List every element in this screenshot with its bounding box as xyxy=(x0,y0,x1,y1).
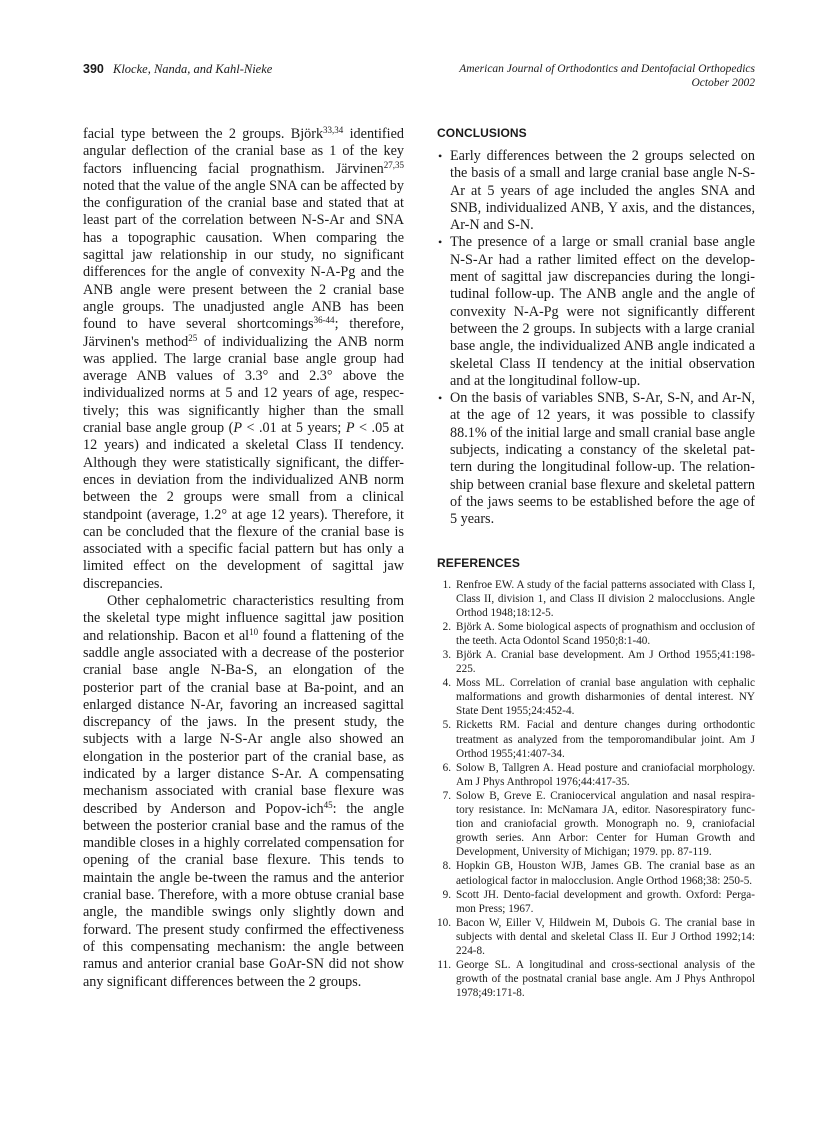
reference-item xyxy=(437,888,755,916)
running-header-right xyxy=(459,62,755,90)
bullet-icon: • xyxy=(438,235,443,250)
references-heading: REFERENCES xyxy=(437,555,521,570)
citation-superscript: 25 xyxy=(188,332,198,343)
conclusion-text: Early differences between the 2 groups selected on the basis of a small and large cranial base angle N-S-Ar at 5 years of age included the angles SNA and SNB, individualized ANB, Y axis, and the distances, Ar-N and S-N. xyxy=(450,148,755,234)
reference-number: 9. xyxy=(442,888,451,901)
text-run: found a flattening of the saddle angle associated with a decrease of the posterior cranial base angle N-Ba-S, an elongation of the posterior part of the cranial base at Ba-point, and an enlarged distance N-Ar, favoring an increased sagittal discrepancy of the jaws. In the present study, the subjects with a large N-S-Ar angle also showed an elongation in the posterior part of the cranial base, as indicated by a larger distance S-Ar. A compensating mechanism associated with cranial base flexure was described by Anderson and Popov-ich xyxy=(83,627,404,817)
text-run: < .01 at 5 years; xyxy=(241,420,346,437)
reference-number: 7. xyxy=(442,789,451,802)
reference-number: 10. xyxy=(437,916,451,929)
reference-text: Moss ML. Correlation of cranial base angulation with cephalic malformations and growth disharmonies of dental interest. NY State Dent 1955;24:452-4. xyxy=(456,677,755,718)
reference-text: Hopkin GB, Houston WJB, James GB. The cranial base as an aetiological factor in malocclusion. Angle Orthod 1968;38: 250-5. xyxy=(456,860,755,887)
page-number: 390 xyxy=(83,62,104,76)
right-column xyxy=(437,126,755,1000)
citation-superscript: 45 xyxy=(323,799,333,810)
text-run: Other cephalometric characteristics resulting from the skeletal type might influence sagittal jaw position and relationship. Bacon et al xyxy=(83,593,404,644)
reference-text: Björk A. Some biological aspects of prognathism and occlusion of the teeth. Acta Odontol Scand 1950;8:1-40. xyxy=(456,620,755,647)
text-run: facial type between the 2 groups. Björk xyxy=(83,126,324,142)
reference-text: Ricketts RM. Facial and denture changes during orthodontic treatment as analyzed from the temporomandibular joint. Am J Orthod 1955;41:407-34. xyxy=(456,719,755,760)
conclusion-item xyxy=(437,148,755,234)
text-run: < .05 at 12 years) and indicated a skeletal Class II tendency. Although they were statistically significant, the differ-ences in deviation from the individualized ANB norm between the 2 groups were small from a clinical standpoint (average, 1.2° at age 12 years). Therefore, it can be concluded that the flexure of the cranial base is associated with a specific facial pattern but has only a limited effect on the development of sagittal jaw discrepancies. xyxy=(83,420,404,592)
journal-title: American Journal of Orthodontics and Dentofacial Orthopedics xyxy=(459,63,755,75)
reference-text: Solow B, Tallgren A. Head posture and craniofacial morphology. Am J Phys Anthropol 1976;44:417-35. xyxy=(456,761,755,788)
p-value-symbol: P xyxy=(345,420,355,437)
discussion-paragraph-1 xyxy=(83,126,404,593)
left-column xyxy=(83,126,404,991)
running-header-authors: Klocke, Nanda, and Kahl-Nieke xyxy=(112,62,273,76)
reference-number: 4. xyxy=(442,677,451,690)
citation-superscript: 33,34 xyxy=(323,125,344,135)
reference-item xyxy=(437,620,755,648)
reference-item xyxy=(437,859,755,887)
reference-number: 6. xyxy=(442,761,451,774)
reference-text: Björk A. Cranial base development. Am J Orthod 1955;41:198-225. xyxy=(456,649,755,676)
issue-date: October 2002 xyxy=(691,77,755,89)
reference-number: 2. xyxy=(442,620,451,633)
reference-number: 11. xyxy=(437,959,451,972)
reference-number: 3. xyxy=(442,649,451,661)
references-list xyxy=(437,578,755,1001)
discussion-paragraph-2 xyxy=(83,593,404,991)
text-run: noted that the value of the angle SNA can be affected by the configuration of the cranial base and stated that at least part of the correlation between N-S-Ar and SNA has a topographic causation. When comparing the sagittal jaw relationship in our study, no significant differences for the angle of convexity N-A-Pg and the ANB angle were present between the 2 cranial base angle groups. The unadjusted angle ANB has been found to have several shortcomings xyxy=(83,177,404,333)
bullet-icon: • xyxy=(438,149,443,163)
reference-text: Scott JH. Dento-facial development and growth. Oxford: Perga-mon Press; 1967. xyxy=(456,888,755,915)
reference-item xyxy=(437,789,755,859)
conclusions-list xyxy=(437,148,755,529)
citation-superscript: 36-44 xyxy=(313,315,335,326)
reference-text: Bacon W, Eiller V, Hildwein M, Dubois G. The cranial base in subjects with dental and skeletal Class II. Eur J Orthod 1992;14: 224-8. xyxy=(456,916,755,957)
citation-superscript: 27,35 xyxy=(383,159,404,170)
reference-item xyxy=(437,916,755,958)
conclusion-item xyxy=(437,234,755,390)
reference-number: 8. xyxy=(442,860,451,873)
bullet-icon: • xyxy=(438,391,443,406)
reference-text: George SL. A longitudinal and cross-sectional analysis of the growth of the postnatal cranial base angle. Am J Phys Anthropol 1978;49:171-8. xyxy=(456,959,755,1000)
reference-text: Renfroe EW. A study of the facial patterns associated with Class I, Class II, division 1, and Class II division 2 malocclusions. Angle Orthod 1948;18:12-5. xyxy=(456,578,755,619)
conclusion-text: On the basis of variables SNB, S-Ar, S-N, and Ar-N, at the age of 12 years, it was possible to classify 88.1% of the initial large and small cranial base angle subjects, indicating a constancy of the skeletal pat-tern during the longitudinal follow-up. The relation-ship between cranial base flexure and skeletal pattern of the jaws seems to be established before the age of 5 years. xyxy=(450,390,755,528)
conclusion-item xyxy=(437,390,755,528)
reference-item xyxy=(437,761,755,789)
reference-text: Solow B, Greve E. Craniocervical angulation and nasal respira-tory resistance. In: McNamara JA, editor. Nasorespiratory func-tion and craniofacial growth. Monograph no. 9, craniofacial growth series. Ann Arbor: Center for Human Growth and Development, University of Michigan; 1979. pp. 87-119. xyxy=(456,789,755,859)
citation-superscript: 10 xyxy=(249,626,259,637)
reference-item xyxy=(437,648,755,676)
reference-item xyxy=(437,676,755,718)
reference-item xyxy=(437,958,755,1000)
conclusion-text: The presence of a large or small cranial base angle N-S-Ar had a rather limited effect on the develop-ment of sagittal jaw discrepancies during the longi-tudinal follow-up. The ANB angle and the angle of convexity N-A-Pg were not significantly different between the 2 groups. In subjects with a large cranial base angle, the individualized ANB angle indicated a skeletal Class II tendency at the initial observation and at the longitudinal follow-up. xyxy=(450,234,755,389)
p-value-symbol: P xyxy=(233,420,242,437)
text-run: ; therefore, Järvinen's method xyxy=(83,316,404,350)
reference-number: 1. xyxy=(442,578,451,591)
text-run: identified angular deflection of the cranial base as 1 of the key factors influencing facial prognathism. Järvinen xyxy=(83,126,404,177)
running-header-left xyxy=(83,62,272,77)
conclusions-heading: CONCLUSIONS xyxy=(437,126,527,140)
reference-item xyxy=(437,578,755,620)
text-run: : the angle between the posterior cranial base and the ramus of the mandible closes in a highly correlated compensation for opening of the cranial base flexure. This tends to maintain the angle be-tween the ramus and the anterior cranial base. Therefore, with a more obtuse cranial base angle, the mandible swings only slightly down and forward. The present study confirmed the effectiveness of this compensating mechanism: the angle between ramus and anterior cranial base GoAr-SN did not show any significant differences between the 2 groups. xyxy=(83,800,404,990)
text-run: of individualizing the ANB norm was applied. The large cranial base angle group had average ANB values of 3.3° and 2.3° above the individualized norms at 5 and 12 years of age, respec-tively; this was significantly higher than the small cranial base angle group ( xyxy=(83,333,404,437)
reference-item xyxy=(437,718,755,760)
reference-number: 5. xyxy=(442,719,451,732)
